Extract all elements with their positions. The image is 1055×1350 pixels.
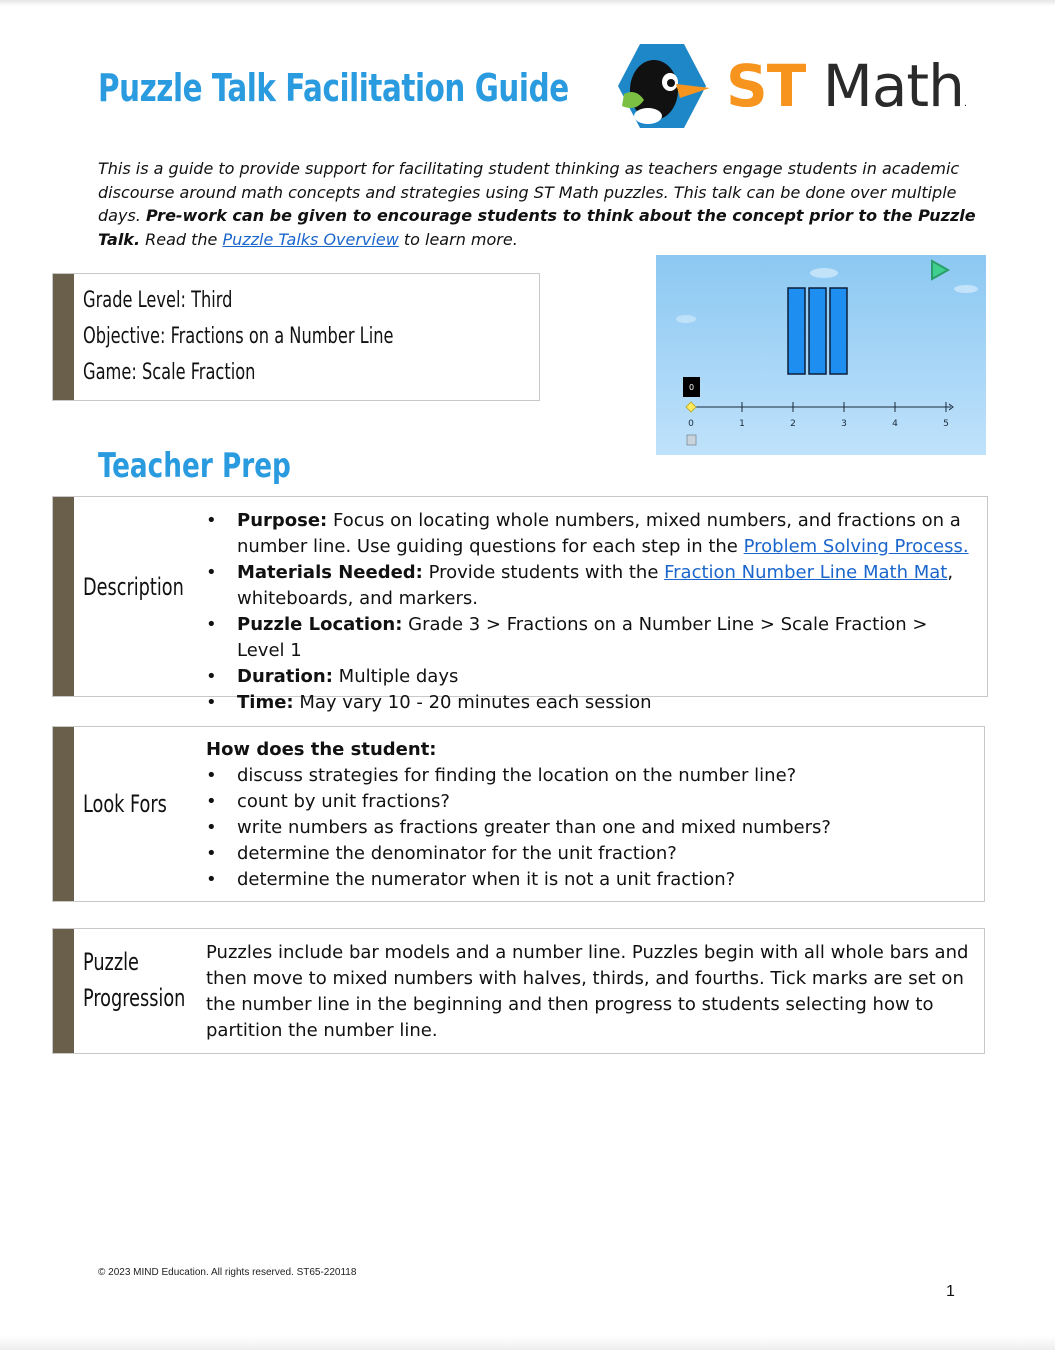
intro-paragraph: This is a guide to provide support for facilitating student thinking as teachers engage students in academic discourse around math concepts and strategies using ST Math puzzles. This talk can be done over multiple days. Pre-work can be given to encourage students to think about the concept prior to the Puzzle Talk. Read the Puzzle Talks Overview to learn more.	[98, 159, 976, 249]
puzzle-talks-overview-link[interactable]: Puzzle Talks Overview	[222, 229, 399, 249]
progression-text: Puzzles include bar models and a number line. Puzzles begin with all whole bars and then move to mixed numbers with halves, thirds, and fourths. Tick marks are set on the number line in the beginning and then progress to students selecting how to partition the number line.	[206, 942, 969, 1041]
bottom-edge-shadow	[0, 1336, 1055, 1350]
math-mat-link[interactable]: Fraction Number Line Math Mat	[664, 562, 948, 583]
description-content	[206, 508, 977, 716]
list-item: • write numbers as fractions greater than one and mixed numbers?	[206, 815, 974, 841]
drag-handle[interactable]	[687, 435, 696, 445]
accent-bar	[53, 727, 74, 901]
jiji-penguin-icon	[618, 42, 718, 134]
tick-label: 2	[790, 419, 796, 429]
list-item: • determine the numerator when it is not a unit fraction?	[206, 867, 974, 893]
look-fors-label: Look Fors	[83, 790, 167, 818]
logo-wordmark: ST Math.	[726, 52, 967, 120]
problem-solving-process-link[interactable]: Problem Solving Process.	[743, 536, 969, 557]
list-item: • count by unit fractions?	[206, 789, 974, 815]
top-edge-shadow	[0, 0, 1055, 6]
grade-level: Grade Level: Third	[83, 288, 233, 313]
game-screenshot	[656, 255, 986, 455]
lesson-info-box	[52, 273, 540, 401]
look-fors-heading: How does the student:	[206, 739, 437, 760]
copyright-footer: © 2023 MIND Education. All rights reserved. ST65-220118	[98, 1267, 357, 1278]
description-label: Description	[83, 573, 184, 601]
tick-label: 5	[943, 419, 949, 429]
look-fors-box	[52, 726, 985, 902]
list-item: • Materials Needed: Provide students with the Fraction Number Line Math Mat, whiteboards, and markers.	[206, 560, 977, 612]
tick-label: 1	[739, 419, 745, 429]
accent-bar	[53, 497, 74, 696]
list-item: • determine the denominator for the unit fraction?	[206, 841, 974, 867]
tick-label: 3	[841, 419, 847, 429]
list-item: • Purpose: Focus on locating whole numbers, mixed numbers, and fractions on a number line. Use guiding questions for each step in the Problem Solving Process.	[206, 508, 977, 560]
progression-label: Puzzle Progression	[83, 948, 186, 1012]
list-item: • Puzzle Location: Grade 3 > Fractions on a Number Line > Scale Fraction > Level 1	[206, 612, 977, 664]
page-number: 1	[946, 1283, 955, 1300]
position-marker[interactable]	[686, 402, 696, 412]
description-box	[52, 496, 988, 713]
marker-value: 0	[688, 383, 695, 392]
list-item: • Time: May vary 10 - 20 minutes each session	[206, 690, 977, 716]
list-item: • Duration: Multiple days	[206, 664, 977, 690]
play-icon[interactable]	[932, 261, 948, 279]
tick-label: 0	[688, 419, 694, 429]
page-title: Puzzle Talk Facilitation Guide	[98, 66, 569, 110]
tick-label: 4	[892, 419, 898, 429]
list-item: • discuss strategies for finding the location on the number line?	[206, 763, 974, 789]
game-name: Game: Scale Fraction	[83, 360, 256, 385]
bar-model	[788, 288, 847, 374]
progression-box	[52, 928, 985, 1054]
accent-bar	[53, 274, 74, 400]
look-fors-content	[206, 737, 974, 893]
st-math-logo	[618, 42, 967, 134]
accent-bar	[53, 929, 74, 1053]
section-title-teacher-prep: Teacher Prep	[98, 446, 291, 486]
objective: Objective: Fractions on a Number Line	[83, 324, 394, 349]
